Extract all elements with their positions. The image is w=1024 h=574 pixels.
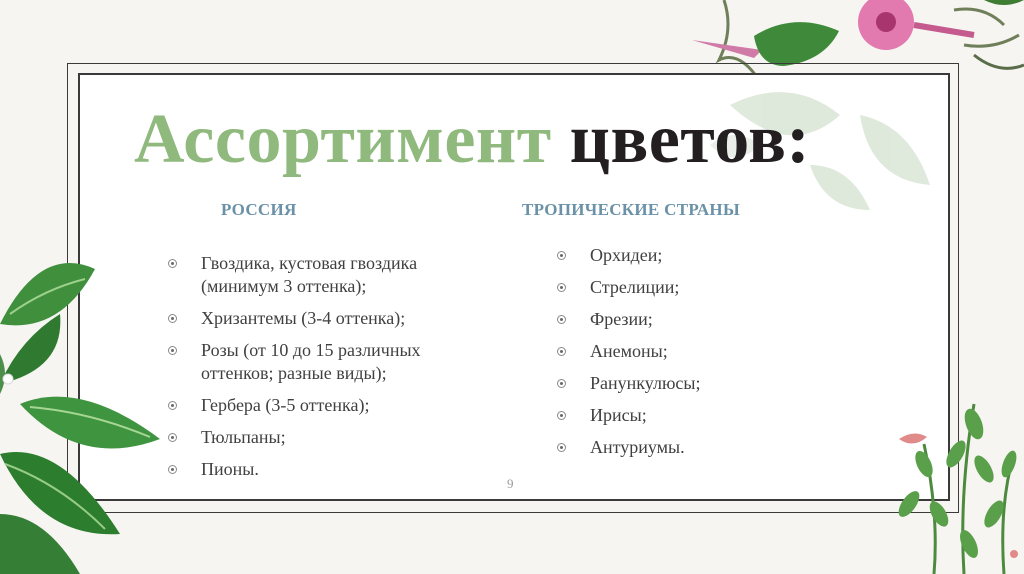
bullet-icon: [557, 347, 566, 356]
list-item-text: Гербера (3-5 оттенка);: [201, 395, 370, 415]
tropical-heading: ТРОПИЧЕСКИЕ СТРАНЫ: [522, 200, 740, 219]
list-item-text: Орхидеи;: [590, 245, 663, 265]
list-item: [557, 276, 797, 299]
slide-title: [134, 98, 810, 182]
bullet-icon: [557, 379, 566, 388]
list-item: [557, 404, 797, 427]
list-item-text: Тюльпаны;: [201, 427, 286, 447]
page-number: 9: [507, 476, 514, 491]
bullet-icon: [557, 411, 566, 420]
bullet-icon: [557, 251, 566, 260]
list-item-text: Розы (от 10 до 15 различных оттенков; разные виды);: [201, 340, 421, 383]
title-accent-word: Ассортимент: [134, 101, 552, 178]
bullet-icon: [557, 283, 566, 292]
leaf-decoration-right: [894, 394, 1024, 574]
list-item: [557, 244, 797, 267]
list-item: [168, 252, 468, 298]
list-item: [557, 340, 797, 363]
list-item-text: Ирисы;: [590, 405, 647, 425]
russia-heading: РОССИЯ: [221, 200, 297, 219]
list-item-text: Анемоны;: [590, 341, 668, 361]
list-item: [168, 307, 468, 330]
list-item-text: Антуриумы.: [590, 437, 685, 457]
list-item-text: Стрелиции;: [590, 277, 680, 297]
list-item: [168, 394, 468, 417]
list-item: [557, 308, 797, 331]
list-item-text: Гвоздика, кустовая гвоздика (минимум 3 оттенка);: [201, 253, 418, 296]
title-main-word: цветов:: [569, 101, 811, 178]
leaf-decoration-left: [0, 254, 180, 574]
list-item: [168, 426, 468, 449]
list-item: [557, 436, 797, 459]
tropical-flower-list: [557, 244, 797, 468]
russia-flower-list: [168, 252, 468, 490]
list-item-text: Пионы.: [201, 459, 259, 479]
list-item-text: Хризантемы (3-4 оттенка);: [201, 308, 406, 328]
list-item: [168, 458, 468, 481]
bullet-icon: [557, 315, 566, 324]
list-item-text: Фрезии;: [590, 309, 653, 329]
list-item: [168, 339, 468, 385]
bullet-icon: [557, 443, 566, 452]
list-item: [557, 372, 797, 395]
list-item-text: Ранункулюсы;: [590, 373, 701, 393]
